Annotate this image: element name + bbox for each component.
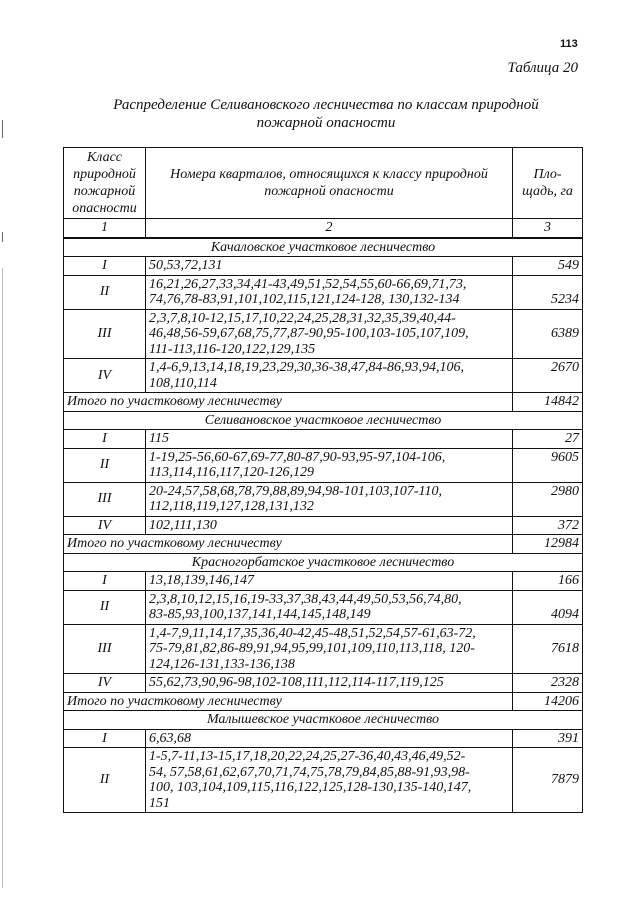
quarters-cell bbox=[146, 516, 513, 535]
header-area bbox=[513, 148, 583, 219]
quarters-line: 113,114,116,117,120-126,129 bbox=[149, 465, 315, 480]
area-cell: 2670 bbox=[513, 359, 583, 393]
table-row bbox=[64, 359, 583, 393]
quarters-line: 13,18,139,146,147 bbox=[149, 573, 254, 588]
area-cell: 27 bbox=[513, 430, 583, 449]
quarters-cell bbox=[146, 430, 513, 449]
area-cell: 5234 bbox=[513, 275, 583, 309]
total-row bbox=[64, 692, 583, 711]
quarters-cell bbox=[146, 572, 513, 591]
total-row bbox=[64, 393, 583, 412]
quarters-cell bbox=[146, 309, 513, 359]
table-row bbox=[64, 309, 583, 359]
quarters-line: 75-79,81,82,86-89,91,94,95,99,101,109,110,113,118, 120- bbox=[149, 641, 475, 656]
class-cell: IV bbox=[64, 516, 146, 535]
area-cell: 6389 bbox=[513, 309, 583, 359]
total-label: Итого по участковому лесничеству bbox=[64, 535, 513, 554]
fire-danger-table bbox=[63, 147, 583, 813]
total-value: 14206 bbox=[513, 692, 583, 711]
header-quarters bbox=[146, 148, 513, 219]
section-header-row bbox=[64, 553, 583, 572]
area-cell: 166 bbox=[513, 572, 583, 591]
total-value: 12984 bbox=[513, 535, 583, 554]
total-label: Итого по участковому лесничеству bbox=[64, 692, 513, 711]
header-text: опасности bbox=[72, 201, 137, 216]
quarters-line: 83-85,93,100,137,141,144,145,148,149 bbox=[149, 607, 371, 622]
table-label: Таблица 20 bbox=[507, 60, 578, 76]
area-cell: 2328 bbox=[513, 674, 583, 693]
quarters-cell bbox=[146, 275, 513, 309]
section-header-row bbox=[64, 238, 583, 257]
header-text: природной bbox=[73, 167, 136, 182]
scan-mark bbox=[2, 120, 3, 138]
quarters-line: 50,53,72,131 bbox=[149, 258, 223, 273]
quarters-line: 108,110,114 bbox=[149, 375, 217, 391]
quarters-line: 1,4-6,9,13,14,18,19,23,29,30,36-38,47,84-86,93,94,106, bbox=[149, 360, 464, 375]
column-number: 1 bbox=[64, 219, 146, 238]
quarters-cell bbox=[146, 590, 513, 624]
quarters-cell bbox=[146, 482, 513, 516]
area-cell: 372 bbox=[513, 516, 583, 535]
quarters-line: 1,4-7,9,11,14,17,35,36,40-42,45-48,51,52,54,57-61,63-72, bbox=[149, 625, 476, 641]
header-text: щадь, га bbox=[522, 184, 573, 199]
quarters-line: 100, 103,104,109,115,116,122,125,128-130,135-140,147, bbox=[149, 780, 472, 795]
table-header-row bbox=[64, 148, 583, 219]
quarters-cell bbox=[146, 674, 513, 693]
section-header-row bbox=[64, 411, 583, 430]
header-text: пожарной опасности bbox=[264, 184, 394, 199]
table-row bbox=[64, 590, 583, 624]
class-cell: I bbox=[64, 430, 146, 449]
area-cell: 391 bbox=[513, 729, 583, 748]
scan-mark bbox=[2, 232, 3, 242]
total-row bbox=[64, 535, 583, 554]
table-row bbox=[64, 275, 583, 309]
table-row bbox=[64, 448, 583, 482]
column-number: 3 bbox=[513, 219, 583, 238]
quarters-line: 151 bbox=[149, 795, 170, 811]
class-cell: II bbox=[64, 590, 146, 624]
quarters-line: 124,126-131,133-136,138 bbox=[149, 656, 295, 672]
class-cell: III bbox=[64, 624, 146, 674]
class-cell: II bbox=[64, 748, 146, 813]
table-row bbox=[64, 516, 583, 535]
area-cell: 7879 bbox=[513, 748, 583, 813]
section-name: Красногорбатское участковое лесничество bbox=[64, 553, 583, 572]
area-cell: 549 bbox=[513, 257, 583, 276]
page-number: 113 bbox=[560, 38, 578, 50]
header-text: Класс bbox=[87, 150, 122, 165]
class-cell: I bbox=[64, 729, 146, 748]
header-text: пожарной bbox=[73, 184, 136, 199]
area-cell: 9605 bbox=[513, 448, 583, 482]
quarters-line: 112,118,119,127,128,131,132 bbox=[149, 499, 314, 514]
table-row bbox=[64, 674, 583, 693]
area-cell: 4094 bbox=[513, 590, 583, 624]
scan-mark bbox=[2, 268, 3, 888]
header-class bbox=[64, 148, 146, 219]
quarters-line: 74,76,78-83,91,101,102,115,121,124-128, 130,132-134 bbox=[149, 292, 460, 307]
table-row bbox=[64, 482, 583, 516]
table-row bbox=[64, 430, 583, 449]
class-cell: III bbox=[64, 482, 146, 516]
quarters-line: 111-113,116-120,122,129,135 bbox=[149, 341, 316, 357]
quarters-cell bbox=[146, 624, 513, 674]
quarters-cell bbox=[146, 257, 513, 276]
section-name: Качаловское участковое лесничество bbox=[64, 238, 583, 257]
quarters-line: 1-5,7-11,13-15,17,18,20,22,24,25,27-36,40,43,46,49,52- bbox=[149, 749, 466, 764]
area-cell: 2980 bbox=[513, 482, 583, 516]
document-title bbox=[70, 96, 582, 132]
table-body bbox=[64, 148, 583, 813]
total-value: 14842 bbox=[513, 393, 583, 412]
table-row bbox=[64, 748, 583, 813]
column-number-row bbox=[64, 219, 583, 238]
class-cell: I bbox=[64, 572, 146, 591]
area-cell: 7618 bbox=[513, 624, 583, 674]
quarters-line: 115 bbox=[149, 431, 169, 446]
table-row bbox=[64, 729, 583, 748]
quarters-line: 2,3,8,10,12,15,16,19-33,37,38,43,44,49,50,53,56,74,80, bbox=[149, 591, 462, 607]
table-row bbox=[64, 572, 583, 591]
class-cell: II bbox=[64, 448, 146, 482]
section-name: Селивановское участковое лесничество bbox=[64, 411, 583, 430]
header-text: Номера кварталов, относящихся к классу природной bbox=[170, 167, 488, 182]
quarters-cell bbox=[146, 359, 513, 393]
quarters-cell bbox=[146, 448, 513, 482]
quarters-line: 46,48,56-59,67,68,75,77,87-90,95-100,103-105,107,109, bbox=[149, 326, 469, 341]
class-cell: III bbox=[64, 309, 146, 359]
section-name: Малышевское участковое лесничество bbox=[64, 711, 583, 730]
class-cell: I bbox=[64, 257, 146, 276]
quarters-line: 16,21,26,27,33,34,41-43,49,51,52,54,55,60-66,69,71,73, bbox=[149, 276, 467, 292]
quarters-line: 55,62,73,90,96-98,102-108,111,112,114-117,119,125 bbox=[149, 675, 444, 690]
quarters-line: 1-19,25-56,60-67,69-77,80-87,90-93,95-97,104-106, bbox=[149, 449, 446, 465]
table-row bbox=[64, 257, 583, 276]
title-line: пожарной опасности bbox=[256, 115, 396, 131]
class-cell: IV bbox=[64, 674, 146, 693]
total-label: Итого по участковому лесничеству bbox=[64, 393, 513, 412]
class-cell: II bbox=[64, 275, 146, 309]
quarters-cell bbox=[146, 729, 513, 748]
section-header-row bbox=[64, 711, 583, 730]
class-cell: IV bbox=[64, 359, 146, 393]
quarters-cell bbox=[146, 748, 513, 813]
quarters-line: 102,111,130 bbox=[149, 517, 217, 533]
quarters-line: 54, 57,58,61,62,67,70,71,74,75,78,79,84,85,88-91,93,98- bbox=[149, 764, 470, 780]
header-text: Пло- bbox=[533, 167, 562, 182]
quarters-line: 2,3,7,8,10-12,15,17,10,22,24,25,28,31,32,35,39,40,44- bbox=[149, 310, 456, 326]
title-line: Распределение Селивановского лесничества по классам природной bbox=[113, 97, 539, 113]
column-number: 2 bbox=[146, 219, 513, 238]
quarters-line: 6,63,68 bbox=[149, 730, 191, 746]
quarters-line: 20-24,57,58,68,78,79,88,89,94,98-101,103,107-110, bbox=[149, 483, 442, 499]
table-row bbox=[64, 624, 583, 674]
